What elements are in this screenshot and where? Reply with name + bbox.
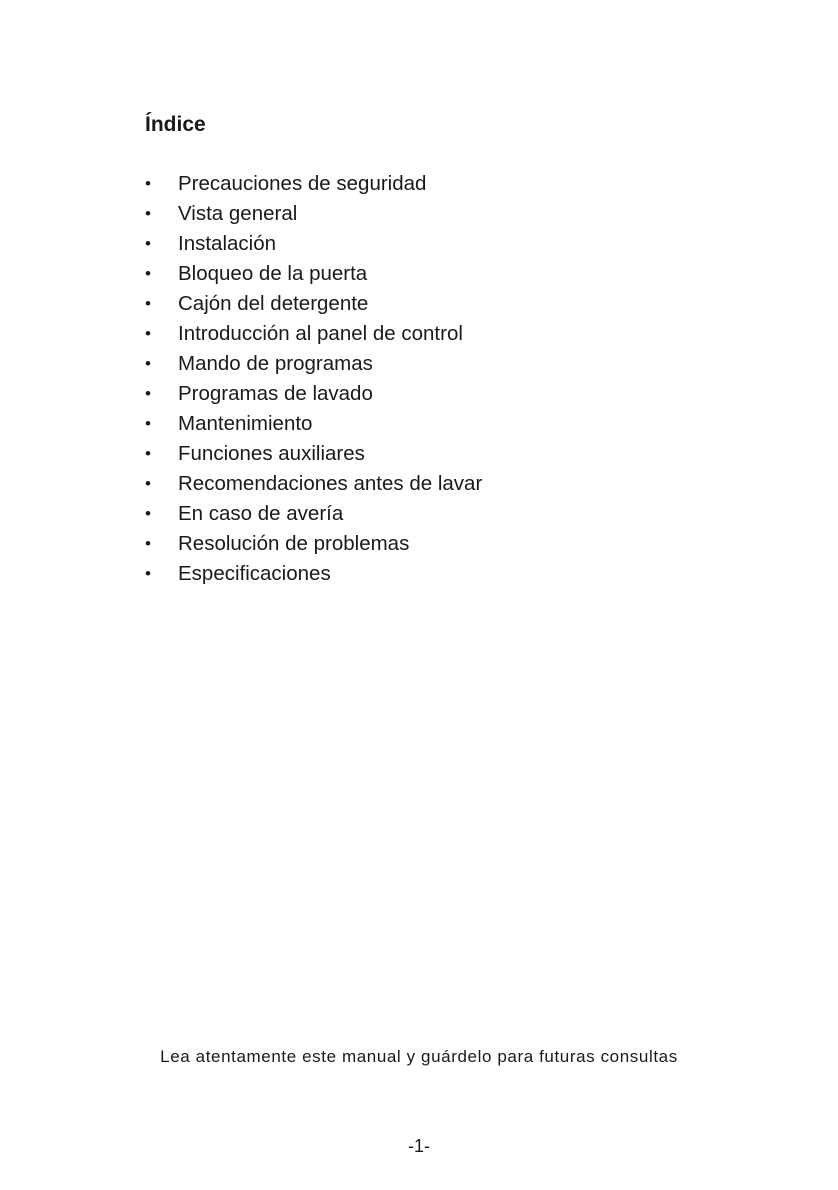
bullet-icon: • — [145, 294, 151, 313]
bullet-icon: • — [145, 504, 151, 523]
bullet-icon: • — [145, 414, 151, 433]
list-item — [145, 289, 482, 319]
bullet-icon: • — [145, 264, 151, 283]
list-item-label: Funciones auxiliares — [178, 442, 365, 465]
list-item — [145, 439, 482, 469]
list-item — [145, 379, 482, 409]
list-item-label: Mantenimiento — [178, 412, 313, 435]
list-item-label: Resolución de problemas — [178, 532, 410, 555]
list-item — [145, 319, 482, 349]
list-item — [145, 529, 482, 559]
list-item — [145, 559, 482, 589]
list-item — [145, 349, 482, 379]
list-item-label: Precauciones de seguridad — [178, 172, 427, 195]
list-item — [145, 469, 482, 499]
list-item — [145, 229, 482, 259]
list-item — [145, 499, 482, 529]
list-item-label: Recomendaciones antes de lavar — [178, 472, 483, 495]
list-item-label: Introducción al panel de control — [178, 322, 463, 345]
table-of-contents — [145, 169, 482, 589]
list-item — [145, 409, 482, 439]
page-title: Índice — [145, 113, 206, 136]
list-item — [145, 199, 482, 229]
list-item-label: En caso de avería — [178, 502, 344, 525]
bullet-icon: • — [145, 474, 151, 493]
list-item-label: Programas de lavado — [178, 382, 373, 405]
list-item — [145, 259, 482, 289]
bullet-icon: • — [145, 444, 151, 463]
list-item-label: Mando de programas — [178, 352, 373, 375]
bullet-icon: • — [145, 384, 151, 403]
bullet-icon: • — [145, 204, 151, 223]
list-item-label: Especificaciones — [178, 562, 331, 585]
bullet-icon: • — [145, 324, 151, 343]
bullet-icon: • — [145, 174, 151, 193]
list-item-label: Bloqueo de la puerta — [178, 262, 368, 285]
bullet-icon: • — [145, 234, 151, 253]
list-item-label: Cajón del detergente — [178, 292, 369, 315]
list-item-label: Vista general — [178, 202, 298, 225]
bullet-icon: • — [145, 564, 151, 583]
page-number: -1- — [408, 1136, 430, 1156]
footer-note: Lea atentamente este manual y guárdelo para futuras consultas — [160, 1047, 678, 1066]
list-item-label: Instalación — [178, 232, 277, 255]
bullet-icon: • — [145, 354, 151, 373]
list-item — [145, 169, 482, 199]
bullet-icon: • — [145, 534, 151, 553]
